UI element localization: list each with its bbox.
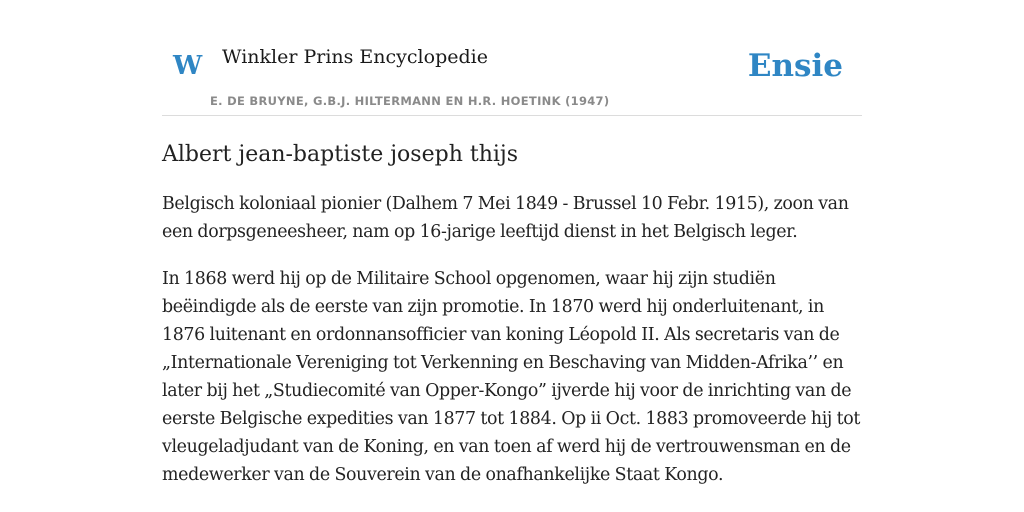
winkler-prins-logo-icon[interactable]: W [173,51,203,81]
site-header [162,0,862,116]
authors-line: E. DE BRUYNE, G.B.J. HILTERMANN EN H.R. HOETINK (1947) [210,94,610,108]
article-paragraph-1: Belgisch koloniaal pionier (Dalhem 7 Mei 1849 - Brussel 10 Febr. 1915), zoon van een dorpsgeneesheer, nam op 16-jarige leeftijd dienst in het Belgisch leger. [162,194,849,243]
ensie-logo-link[interactable]: Ensie [747,48,843,84]
article-title: Albert jean-baptiste joseph thijs [162,142,519,167]
site-title[interactable]: Winkler Prins Encyclopedie [222,46,488,68]
page [162,0,862,512]
article-paragraph-2: In 1868 werd hij op de Militaire School opgenomen, waar hij zijn studiën beëindigde als de eerste van zijn promotie. In 1870 werd hij onderluitenant, in 1876 luitenant en ordonnansofficier van koning Léopold II. Als secretaris van de „Internationale Vereniging tot Verkenning en Beschaving van Midden-Afrika’’ en later bij het „Studiecomité van Opper-Kongo” ijverde hij voor de inrichting van de eerste Belgische expedities van 1877 tot 1884. Op ii Oct. 1883 promoveerde hij tot vleugeladjudant van de Koning, en van toen af werd hij de vertrouwensman en de medewerker van de Souverein van de onafhankelijke Staat Kongo. [162,269,861,486]
